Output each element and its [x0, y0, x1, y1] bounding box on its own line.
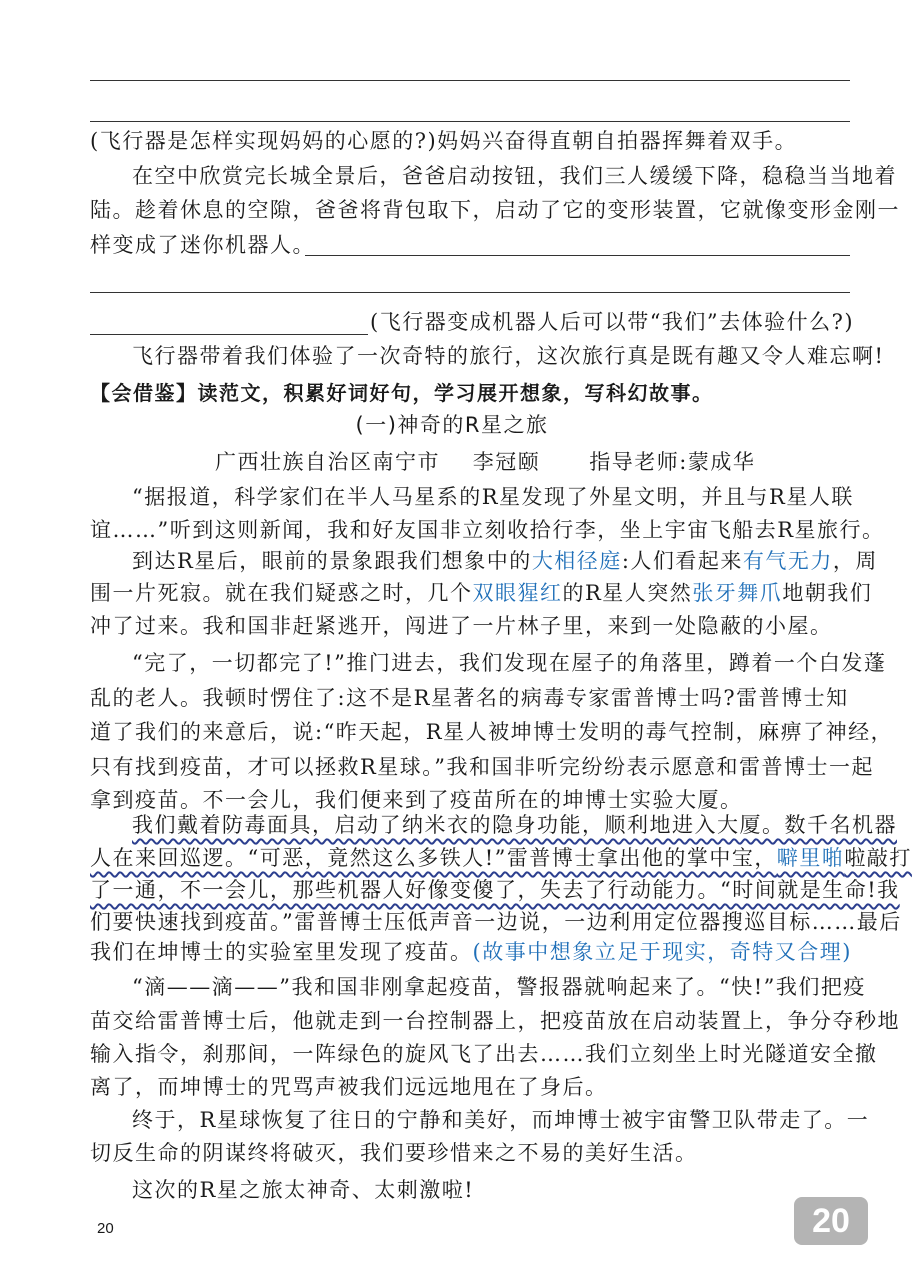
page-badge: 20	[794, 1197, 868, 1245]
paragraph-a-line-2: 陆。趁着休息的空隙，爸爸将背包取下，启动了它的变形装置，它就像变形金刚一	[90, 198, 900, 222]
p1-line-2: 谊……”听到这则新闻，我和好友国非立刻收拾行李，坐上宇宙飞船去R星旅行。	[90, 518, 885, 542]
p3-line-3: 道了我们的来意后，说:“昨天起，R星人被坤博士发明的毒气控制，麻痹了神经，	[90, 720, 894, 744]
highlight-word: 张牙舞爪	[692, 581, 783, 605]
highlight-word: 噼里啪	[776, 846, 845, 870]
answer-line-1[interactable]	[90, 80, 850, 81]
fill-question-1: (飞行器是怎样实现妈妈的心愿的?)妈妈兴奋得直朝自拍器挥舞着双手。	[90, 129, 798, 153]
annotation-note: (故事中想象立足于现实，奇特又合理)	[472, 940, 852, 964]
p3-line-5: 拿到疫苗。不一会儿，我们便来到了疫苗所在的坤博士实验大厦。	[90, 788, 743, 812]
highlight-word: 有气无力	[742, 549, 833, 573]
page-number: 20	[97, 1220, 114, 1237]
p5-line-2: 苗交给雷普博士后，他就走到一台控制器上，把疫苗放在启动装置上，争分夺秒地	[90, 1009, 900, 1033]
p2-line-1: 到达R星后，眼前的景象跟我们想象中的大相径庭:人们看起来有气无力，周	[132, 549, 878, 573]
section-heading	[90, 383, 714, 403]
p1-line-1: “据报道，科学家们在半人马星系的R星发现了外星文明，并且与R星人联	[132, 485, 854, 509]
highlight-word: 双眼猩红	[472, 581, 563, 605]
section-instruction: 读范文，积累好词好句，学习展开想象，写科幻故事。	[197, 381, 714, 405]
p4-line-3: 了一通，不一会儿，那些机器人好像变傻了，失去了行动能力。“时间就是生命!我	[90, 878, 900, 902]
highlight-word: 大相径庭	[531, 549, 622, 573]
story-title: (一)神奇的R星之旅	[355, 413, 549, 437]
answer-line-4[interactable]	[90, 292, 850, 293]
p4-line-2: 人在来回巡逻。“可恶，竟然这么多铁人!”雷普博士拿出他的掌中宝，噼里啪啦敲打	[90, 846, 912, 870]
author-line: 广西壮族自治区南宁市 李冠颐 指导老师:蒙成华	[215, 450, 756, 474]
p5-line-1: “滴——滴——”我和国非刚拿起疫苗，警报器就响起来了。“快!”我们把疫	[132, 975, 866, 999]
p5-line-4: 离了，而坤博士的咒骂声被我们远远地甩在了身后。	[90, 1075, 608, 1099]
p3-line-2: 乱的老人。我顿时愣住了:这不是R星著名的病毒专家雷普博士吗?雷普博士知	[90, 686, 849, 710]
p6-line-1: 终于，R星球恢复了往日的宁静和美好，而坤博士被宇宙警卫队带走了。一	[132, 1108, 870, 1132]
p3-line-1: “完了，一切都完了!”推门进去，我们发现在屋子的角落里，蹲着一个白发蓬	[132, 651, 887, 675]
p5-line-3: 输入指令，刹那间，一阵绿色的旋风飞了出去……我们立刻坐上时光隧道安全撤	[90, 1042, 878, 1066]
p7-line-1: 这次的R星之旅太神奇、太刺激啦!	[132, 1178, 475, 1202]
closing-sentence: 飞行器带着我们体验了一次奇特的旅行，这次旅行真是既有趣又令人难忘啊!	[132, 344, 885, 368]
answer-line-2[interactable]	[90, 121, 850, 122]
p6-line-2: 切反生命的阴谋终将破灭，我们要珍惜来之不易的美好生活。	[90, 1141, 698, 1165]
p2-line-2: 围一片死寂。就在我们疑惑之时，几个双眼猩红的R星人突然张牙舞爪地朝我们	[90, 581, 873, 605]
p2-line-3: 冲了过来。我和国非赶紧逃开，闯进了一片林子里，来到一处隐蔽的小屋。	[90, 614, 833, 638]
paragraph-a-line-1: 在空中欣赏完长城全景后，爸爸启动按钮，我们三人缓缓下降，稳稳当当地着	[132, 164, 897, 188]
answer-line-3[interactable]	[305, 255, 850, 256]
paragraph-a-line-3: 样变成了迷你机器人。	[90, 233, 315, 257]
fill-question-2: (飞行器变成机器人后可以带“我们”去体验什么?)	[370, 310, 855, 334]
p4-line-5: 我们在坤博士的实验室里发现了疫苗。(故事中想象立足于现实，奇特又合理)	[90, 940, 852, 964]
answer-line-5[interactable]	[90, 334, 368, 335]
section-label: 【会借鉴】	[90, 381, 198, 405]
p4-line-1: 我们戴着防毒面具，启动了纳米衣的隐身功能，顺利地进入大厦。数千名机器	[132, 813, 897, 837]
p4-line-4: 们要快速找到疫苗。”雷普博士压低声音一边说，一边利用定位器搜巡目标……最后	[90, 910, 902, 934]
p3-line-4: 只有找到疫苗，才可以拯救R星球。”我和国非听完纷纷表示愿意和雷普博士一起	[90, 755, 875, 779]
